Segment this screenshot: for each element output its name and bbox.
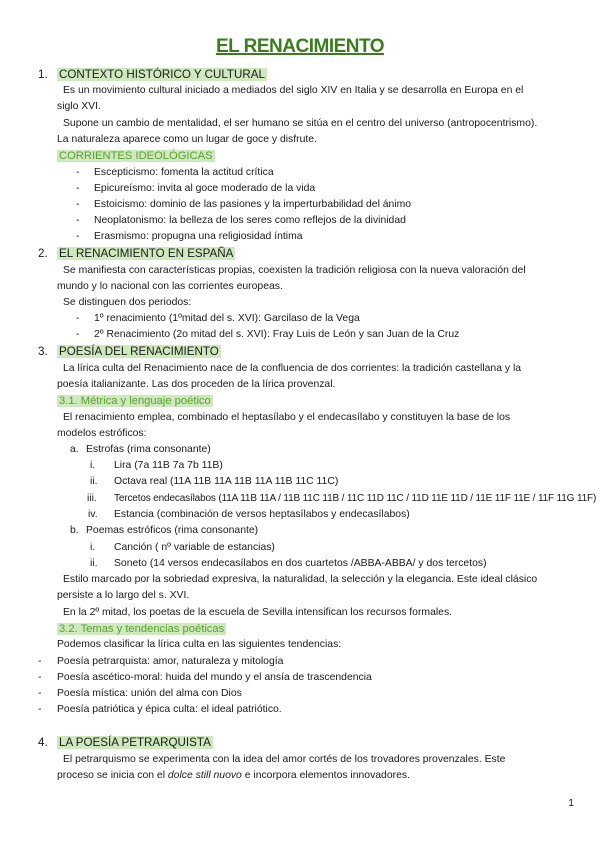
s1-list-item: Neoplatonismo: la belleza de los seres como reflejos de la divinidad <box>94 215 406 226</box>
bullet-dash: - <box>76 183 80 194</box>
bullet-dash: - <box>76 329 80 340</box>
s3-paragraph-4: En la 2º mitad, los poetas de la escuela de Sevilla intensifican los recursos formales. <box>63 607 453 618</box>
section-1-heading: CONTEXTO HISTÓRICO Y CULTURAL <box>59 68 265 81</box>
s2-list-item: 1º renacimiento (1ºmitad del s. XVI): Garcilaso de la Vega <box>94 313 360 324</box>
roman-numeral: i. <box>90 542 96 553</box>
s3-list-item: Poesía ascético-moral: huida del mundo y el ansía de trascendencia <box>57 672 372 683</box>
s3-paragraph-3b: persiste a lo largo del s. XVI. <box>57 590 190 601</box>
bullet-dash: - <box>76 313 80 324</box>
bullet-dash: - <box>38 688 42 699</box>
roman-numeral: ii. <box>90 476 98 487</box>
s3-paragraph-2b: modelos estróficos: <box>57 428 147 439</box>
s2-paragraph-1b: mundo y lo nacional con las corrientes europeas. <box>57 281 283 292</box>
bullet-dash: - <box>38 656 42 667</box>
s1-paragraph-1b: siglo XVI. <box>57 101 101 112</box>
roman-numeral: i. <box>90 460 96 471</box>
section-2-heading: EL RENACIMIENTO EN ESPAÑA <box>59 247 234 260</box>
s3-list-item: Poesía mística: unión del alma con Dios <box>57 688 242 699</box>
roman-numeral: ii. <box>90 558 98 569</box>
s2-paragraph-1a: Se manifiesta con características propias, coexisten la tradición religiosa con la nueva valoración del <box>63 265 526 276</box>
s1-list-item: Erasmismo: propugna una religiosidad íntima <box>94 231 303 242</box>
list-label-a: a. <box>70 444 79 455</box>
s3-list-item: Poesía petrarquista: amor, naturaleza y mitología <box>57 656 284 667</box>
bullet-dash: - <box>76 199 80 210</box>
bullet-dash: - <box>38 672 42 683</box>
bullet-dash: - <box>38 704 42 715</box>
roman-numeral: iv. <box>88 509 98 520</box>
s2-list-item: 2º Renacimiento (2o mitad del s. XVI): Fray Luis de León y san Juan de la Cruz <box>94 329 460 340</box>
s3-subheading-1: 3.1. Métrica y lenguaje poético <box>59 395 211 407</box>
bullet-dash: - <box>76 167 80 178</box>
section-3-heading: POESÍA DEL RENACIMIENTO <box>59 345 219 358</box>
list-item-b: Poemas estróficos (rima consonante) <box>86 525 259 536</box>
s2-paragraph-2: Se distinguen dos periodos: <box>63 297 192 308</box>
s1-paragraph-2b: La naturaleza aparece como un lugar de goce y disfrute. <box>57 134 317 145</box>
s3-paragraph-3a: Estilo marcado por la sobriedad expresiva, la naturalidad, la selección y la elegancia. Este ideal clásico <box>63 574 538 585</box>
section-3-number: 3. <box>38 345 48 358</box>
document-title: EL RENACIMIENTO <box>215 36 385 57</box>
section-2-number: 2. <box>38 247 48 260</box>
s3-paragraph-2a: El renacimiento emplea, combinado el heptasílabo y el endecasílabo y constituyen la base de los <box>63 412 511 423</box>
stanza-item: Canción ( nº variable de estancias) <box>114 542 275 553</box>
section-4-number: 4. <box>38 736 48 749</box>
s1-subheading: CORRIENTES IDEOLÓGICAS <box>59 150 213 162</box>
s1-list-item: Epicureísmo: invita al goce moderado de la vida <box>94 183 316 194</box>
s1-paragraph-1a: Es un movimiento cultural iniciado a mediados del siglo XIV en Italia y se desarrolla en Europa en el <box>63 85 524 96</box>
page-number: 1 <box>568 798 574 809</box>
stanza-item: Octava real (11A 11B 11A 11B 11A 11B 11C 11C) <box>114 476 339 487</box>
s1-paragraph-2a: Supone un cambio de mentalidad, el ser humano se sitúa en el centro del universo (antropocentrismo). <box>63 118 538 129</box>
list-label-b: b. <box>70 525 79 536</box>
s4-paragraph-1b: proceso se inicia con el dolce still nuovo e incorpora elementos innovadores. <box>57 770 410 781</box>
s3-subheading-2: 3.2. Temas y tendencias poéticas <box>59 623 225 635</box>
bullet-dash: - <box>76 231 80 242</box>
stanza-item: Tercetos endecasílabos (11A 11B 11A / 11B 11C 11B / 11C 11D 11C / 11D 11E 11D / 11E 11F 11E / 11F 11G 11F) <box>114 493 597 504</box>
s3-paragraph-1b: poesía italianizante. Las dos proceden de la lírica provenzal. <box>57 379 336 390</box>
section-4-heading: LA POESÍA PETRARQUISTA <box>59 736 211 749</box>
s1-list-item: Estoicismo: dominio de las pasiones y la imperturbabilidad del ánimo <box>94 199 412 210</box>
s3-paragraph-1a: La lírica culta del Renacimiento nace de la confluencia de dos corrientes: la tradición castellana y la <box>63 363 522 374</box>
list-item-a: Estrofas (rima consonante) <box>86 444 211 455</box>
section-1-number: 1. <box>38 68 48 81</box>
bullet-dash: - <box>76 215 80 226</box>
s3-paragraph-5: Podemos clasificar la lírica culta en las siguientes tendencias: <box>57 639 342 650</box>
stanza-item: Estancia (combinación de versos heptasílabos y endecasílabos) <box>114 509 410 520</box>
stanza-item: Soneto (14 versos endecasílabos en dos cuartetos /ABBA-ABBA/ y dos tercetos) <box>114 558 487 569</box>
stanza-item: Lira (7a 11B 7a 7b 11B) <box>114 460 223 471</box>
s4-paragraph-1a: El petrarquismo se experimenta con la idea del amor cortés de los trovadores provenzales. Este <box>63 754 506 765</box>
s1-list-item: Escepticismo: fomenta la actitud crítica <box>94 167 274 178</box>
s3-list-item: Poesía patriótica y épica culta: el ideal patriótico. <box>57 704 282 715</box>
roman-numeral: iii. <box>87 493 97 504</box>
